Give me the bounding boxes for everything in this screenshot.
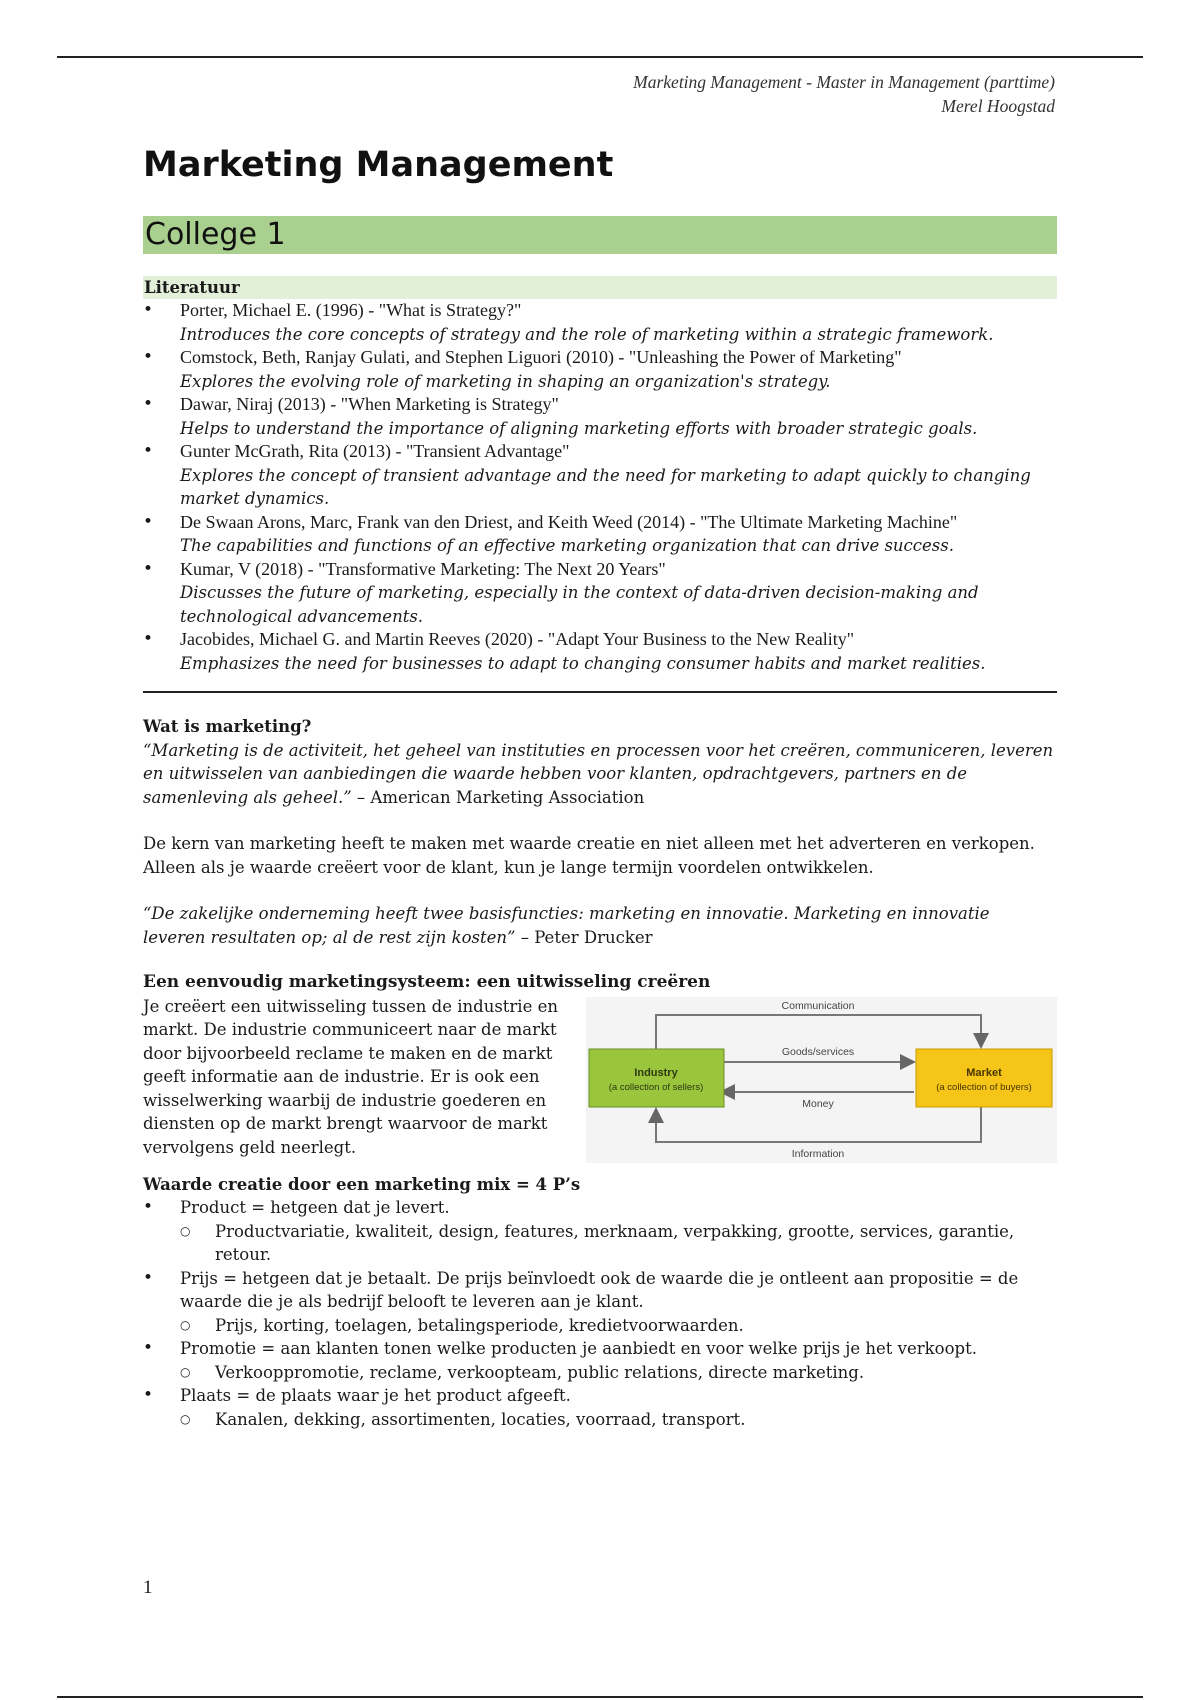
section-divider: [143, 691, 1057, 693]
mix-item-text: • Prijs = hetgeen dat je betaalt. De prijs beïnvloedt ook de waarde die je ontleent aan propositie = de waarde die je als bedrijf belooft te leveren aan je klant.: [180, 1268, 1019, 1311]
literature-title: • Jacobides, Michael G. and Martin Reeves (2020) - "Adapt Your Business to the New Reality": [180, 629, 855, 649]
what-is-marketing-heading: Wat is marketing?: [143, 717, 312, 736]
literature-description: Introduces the core concepts of strategy and the role of marketing within a strategic framework.: [180, 324, 994, 344]
marketing-mix-heading: Waarde creatie door een marketing mix = 4 P’s: [143, 1174, 581, 1194]
literature-title: • Kumar, V (2018) - "Transformative Marketing: The Next 20 Years": [180, 558, 666, 579]
marketing-system-heading: Een eenvoudig marketingsysteem: een uitwisseling creëren: [143, 972, 711, 992]
literature-title: • De Swaan Arons, Marc, Frank van den Driest, and Keith Weed (2014) - "The Ultimate Marketing Machine": [180, 511, 958, 532]
ama-quote-source: – American Marketing Association: [351, 787, 645, 807]
literature-heading: Literatuur: [143, 276, 1057, 299]
literature-title: • Gunter McGrath, Rita (2013) - "Transient Advantage": [180, 441, 570, 461]
communication-arrow: [656, 1015, 981, 1049]
literature-item: [143, 440, 1057, 511]
top-rule: [57, 56, 1143, 58]
value-creation-paragraph: De kern van marketing heeft te maken met waarde creatie en niet alleen met het adverteren en verkopen. Alleen als je waarde creëert voor de klant, kun je lange termijn voordelen ontwikkelen.: [143, 834, 1035, 877]
communication-label: Communication: [781, 999, 855, 1012]
literature-item: [143, 558, 1057, 629]
literature-list: [143, 299, 1057, 675]
literature-title: • Dawar, Niraj (2013) - "When Marketing is Strategy": [180, 394, 559, 414]
mix-item: [143, 1337, 1057, 1361]
mix-item-text: • Plaats = de plaats waar je het product afgeeft.: [180, 1386, 571, 1405]
literature-title: • Porter, Michael E. (1996) - "What is Strategy?": [180, 300, 522, 320]
header-course: Marketing Management - Master in Management (parttime): [633, 72, 1055, 92]
bottom-rule: [57, 1696, 1143, 1698]
literature-item: [143, 299, 1057, 346]
drucker-quote-text: “De zakelijke onderneming heeft twee basisfuncties: marketing en innovatie. Marketing en innovatie leveren resultaten op; al de rest zijn kosten”: [143, 904, 990, 947]
page-content: [143, 140, 1057, 1431]
mix-item: [143, 1384, 1057, 1408]
industry-label: Industry: [634, 1066, 678, 1079]
literature-title: • Comstock, Beth, Ranjay Gulati, and Stephen Liguori (2010) - "Unleashing the Power of Marketing": [180, 347, 902, 367]
literature-description: Explores the concept of transient advantage and the need for marketing to adapt quickly to changing market dynamics.: [180, 465, 1031, 508]
literature-description: Explores the evolving role of marketing in shaping an organization's strategy.: [180, 371, 831, 391]
mix-item-text: • Product = hetgeen dat je levert.: [180, 1198, 450, 1217]
literature-item: [143, 511, 1057, 558]
mix-sublist: [143, 1220, 1057, 1267]
literature-description: Helps to understand the importance of aligning marketing efforts with broader strategic goals.: [180, 418, 978, 438]
literature-description: Discusses the future of marketing, especially in the context of data-driven decision-making and technological advancements.: [180, 583, 979, 626]
literature-item: [143, 346, 1057, 393]
marketing-system-text: Je creëert een uitwisseling tussen de industrie en markt. De industrie communiceert naar de markt door bijvoorbeeld reclame te maken en de markt geeft informatie aan de industrie. Er is ook een wisselwerking waarbij de industrie goederen en diensten op de markt brengt waarvoor de markt vervolgens geld neerlegt.: [143, 996, 558, 1157]
college-heading: College 1: [143, 216, 1057, 254]
page-number: 1: [143, 1577, 153, 1598]
mix-item: [143, 1196, 1057, 1220]
literature-description: The capabilities and functions of an effective marketing organization that can drive success.: [180, 536, 954, 555]
exchange-diagram: [586, 997, 1057, 1163]
ama-quote-text: “Marketing is de activiteit, het geheel van instituties en processen voor het creëren, communiceren, leveren en uitwisselen van aanbiedingen die waarde hebben voor klanten, opdrachtgevers, partners en de samenleving als geheel.”: [143, 740, 1054, 807]
literature-item: [143, 393, 1057, 440]
information-label: Information: [791, 1147, 845, 1160]
mix-subitem: ○ Productvariatie, kwaliteit, design, features, merknaam, verpakking, grootte, services, garantie, retour.: [143, 1220, 1057, 1267]
marketing-system-section: [143, 995, 1057, 1160]
ama-quote: [143, 739, 1057, 810]
drucker-quote: [143, 902, 1057, 949]
market-label: Market: [966, 1066, 1002, 1079]
mix-subitem: ○ Prijs, korting, toelagen, betalingsperiode, kredietvoorwaarden.: [143, 1314, 1057, 1338]
drucker-quote-source: – Peter Drucker: [515, 927, 653, 947]
goods-label: Goods/services: [781, 1045, 855, 1058]
market-sublabel: (a collection of buyers): [936, 1081, 1032, 1093]
mix-sublist: [143, 1408, 1057, 1432]
page-title: Marketing Management: [143, 145, 614, 185]
industry-sublabel: (a collection of sellers): [608, 1081, 704, 1093]
mix-sublist: [143, 1314, 1057, 1338]
information-arrow: [656, 1107, 981, 1142]
running-header: [633, 70, 1055, 118]
marketing-mix-list: [143, 1196, 1057, 1431]
mix-sublist: [143, 1361, 1057, 1385]
mix-subitem: ○ Kanalen, dekking, assortimenten, locaties, voorraad, transport.: [143, 1408, 1057, 1432]
mix-item-text: • Promotie = aan klanten tonen welke producten je aanbiedt en voor welke prijs je het verkoopt.: [180, 1339, 977, 1358]
mix-item: [143, 1267, 1057, 1314]
mix-subitem: ○ Verkooppromotie, reclame, verkoopteam, public relations, directe marketing.: [143, 1361, 1057, 1385]
header-author: Merel Hoogstad: [941, 96, 1055, 116]
literature-description: Emphasizes the need for businesses to adapt to changing consumer habits and market realities.: [180, 653, 986, 673]
literature-item: [143, 628, 1057, 675]
money-label: Money: [802, 1097, 834, 1110]
